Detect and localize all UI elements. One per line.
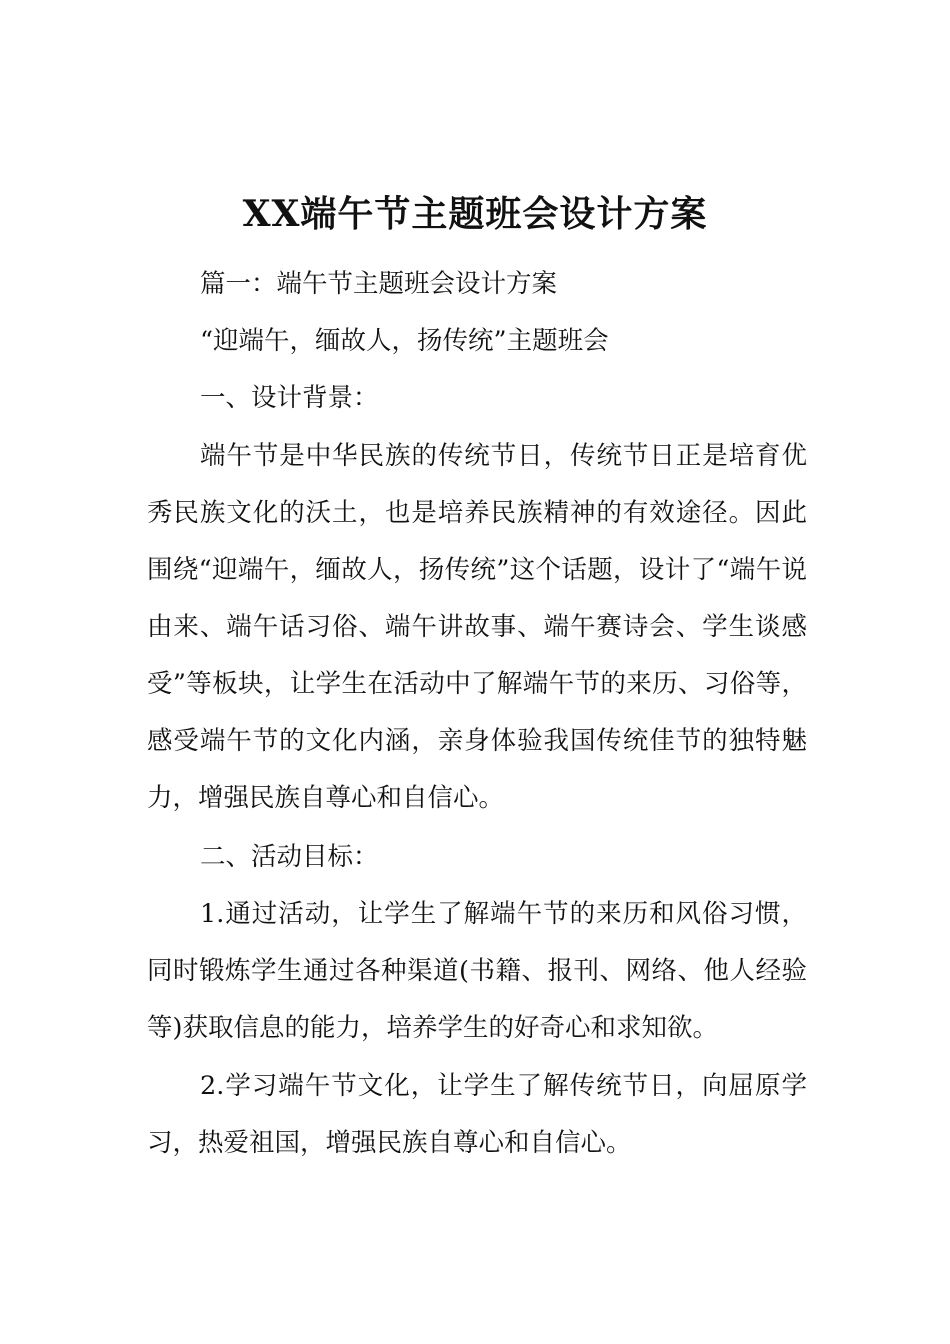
chapter-heading: 篇一：端午节主题班会设计方案 bbox=[200, 269, 558, 299]
section2-heading: 二、活动目标： bbox=[200, 842, 379, 872]
theme-line: “迎端午，缅故人，扬传统”主题班会 bbox=[200, 326, 609, 356]
goal-2-paragraph: 2.学习端午节文化，让学生了解传统节日，向屈原学习，热爱祖国，增强民族自尊心和自信心。 bbox=[147, 1071, 807, 1158]
document-title: XX端午节主题班会设计方案 bbox=[242, 193, 708, 235]
section1-heading: 一、设计背景： bbox=[200, 383, 379, 413]
section1-paragraph: 端午节是中华民族的传统节日，传统节日正是培育优秀民族文化的沃土，也是培养民族精神的有效途径。因此围绕“迎端午，缅故人，扬传统”这个话题，设计了“端午说由来、端午话习俗、端午讲故事、端午赛诗会、学生谈感受”等板块，让学生在活动中了解端午节的来历、习俗等，感受端午节的文化内涵，亲身体验我国传统佳节的独特魅力，增强民族自尊心和自信心。 bbox=[147, 441, 807, 813]
goal-1-paragraph: 1.通过活动，让学生了解端午节的来历和风俗习惯，同时锻炼学生通过各种渠道(书籍、报刊、网络、他人经验等)获取信息的能力，培养学生的好奇心和求知欲。 bbox=[147, 899, 807, 1043]
